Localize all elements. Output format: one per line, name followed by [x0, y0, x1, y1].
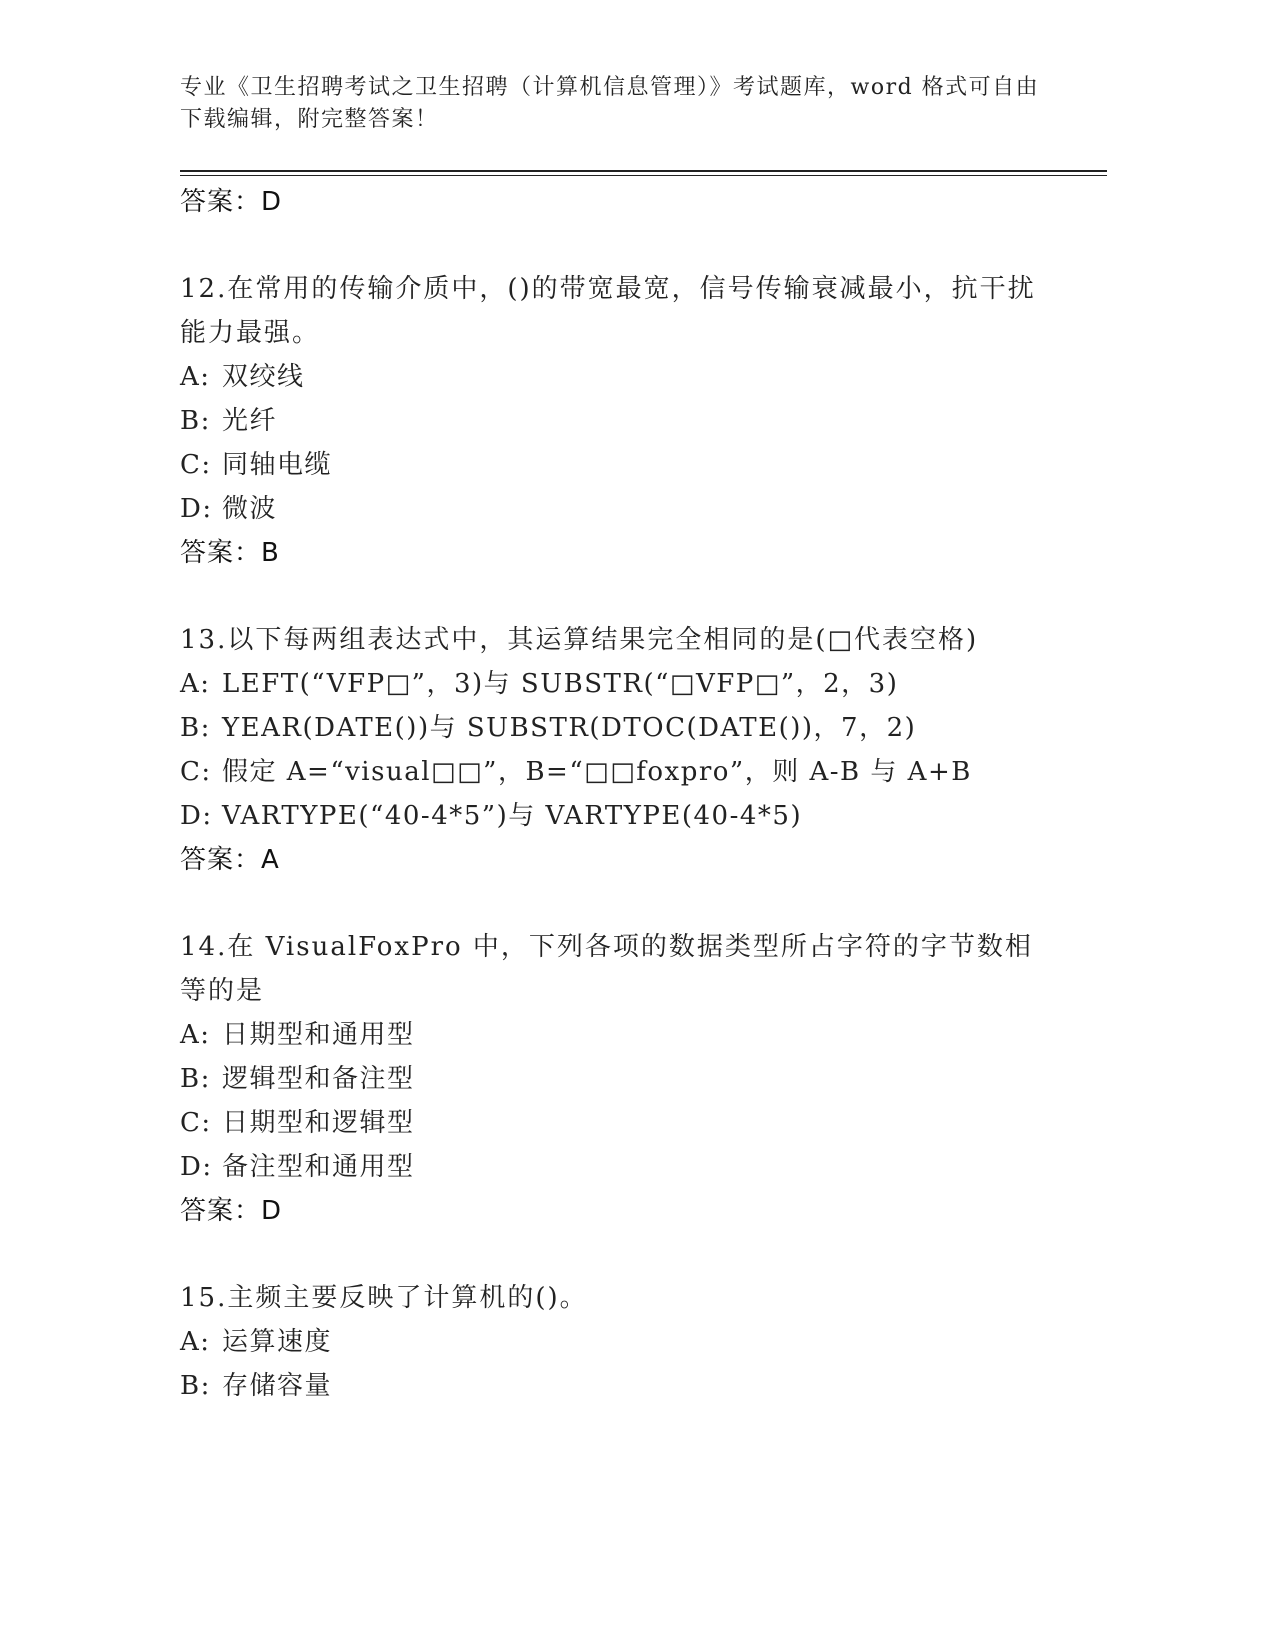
option-key: A:: [180, 1020, 211, 1050]
option-a: [180, 355, 1040, 399]
option-b: [180, 399, 1040, 443]
option-key: A:: [180, 669, 211, 699]
option-b: [180, 1057, 1040, 1101]
option-text: 假定 A=“visual□□”，B=“□□foxpro”，则 A-B 与 A+B: [222, 757, 972, 787]
option-text: 日期型和逻辑型: [222, 1108, 415, 1138]
option-text: 光纤: [222, 406, 278, 436]
question-12: [180, 267, 1040, 575]
option-key: A:: [180, 362, 211, 392]
option-text: 逻辑型和备注型: [222, 1064, 415, 1094]
option-c: [180, 1101, 1040, 1145]
option-a: [180, 1320, 1040, 1364]
option-key: A:: [180, 1327, 211, 1357]
page-header: [180, 72, 1040, 136]
option-key: C:: [180, 1108, 212, 1138]
option-key: B:: [180, 713, 211, 743]
option-a: [180, 1013, 1040, 1057]
option-key: B:: [180, 1371, 211, 1401]
option-text: LEFT(“VFP□”，3)与 SUBSTR(“□VFP□”，2，3): [222, 669, 899, 699]
option-text: 日期型和通用型: [222, 1020, 415, 1050]
header-rule-thin: [180, 175, 1107, 176]
question-14: [180, 925, 1040, 1233]
option-d: [180, 794, 1040, 838]
option-key: C:: [180, 450, 212, 480]
option-c: [180, 443, 1040, 487]
option-c: [180, 750, 1040, 794]
option-b: [180, 706, 1040, 750]
question-stem: 13.以下每两组表达式中，其运算结果完全相同的是(□代表空格): [180, 625, 979, 655]
option-key: B:: [180, 1064, 211, 1094]
document-body: [180, 180, 1040, 1408]
question-stem: 12.在常用的传输介质中，()的带宽最宽，信号传输衰减最小，抗干扰能力最强。: [180, 274, 1036, 348]
option-d: [180, 487, 1040, 531]
option-text: YEAR(DATE())与 SUBSTR(DTOC(DATE())，7，2): [222, 713, 917, 743]
option-d: [180, 1145, 1040, 1189]
option-text: VARTYPE(“40-4*5”)与 VARTYPE(40-4*5): [222, 801, 803, 831]
answer-line: 答案：A: [180, 845, 280, 875]
question-stem: 15.主频主要反映了计算机的()。: [180, 1283, 588, 1313]
option-text: 运算速度: [222, 1327, 333, 1357]
option-a: [180, 662, 1040, 706]
option-text: 微波: [222, 494, 278, 524]
option-text: 同轴电缆: [222, 450, 333, 480]
option-key: D:: [180, 1152, 213, 1182]
option-text: 双绞线: [222, 362, 305, 392]
answer-line: 答案：B: [180, 538, 280, 568]
option-b: [180, 1364, 1040, 1408]
option-key: D:: [180, 494, 213, 524]
option-key: B:: [180, 406, 211, 436]
answer-line: 答案：D: [180, 187, 283, 217]
question-13: [180, 618, 1040, 882]
question-15: [180, 1276, 1040, 1408]
option-key: D:: [180, 801, 213, 831]
header-text: 专业《卫生招聘考试之卫生招聘（计算机信息管理）》考试题库，word 格式可自由下载编辑，附完整答案！: [180, 75, 1040, 132]
option-text: 存储容量: [222, 1371, 333, 1401]
option-text: 备注型和通用型: [222, 1152, 415, 1182]
header-rule-thick: [180, 170, 1107, 172]
answer-line: 答案：D: [180, 1196, 283, 1226]
option-key: C:: [180, 757, 212, 787]
question-stem: 14.在 VisualFoxPro 中，下列各项的数据类型所占字符的字节数相等的是: [180, 932, 1033, 1006]
